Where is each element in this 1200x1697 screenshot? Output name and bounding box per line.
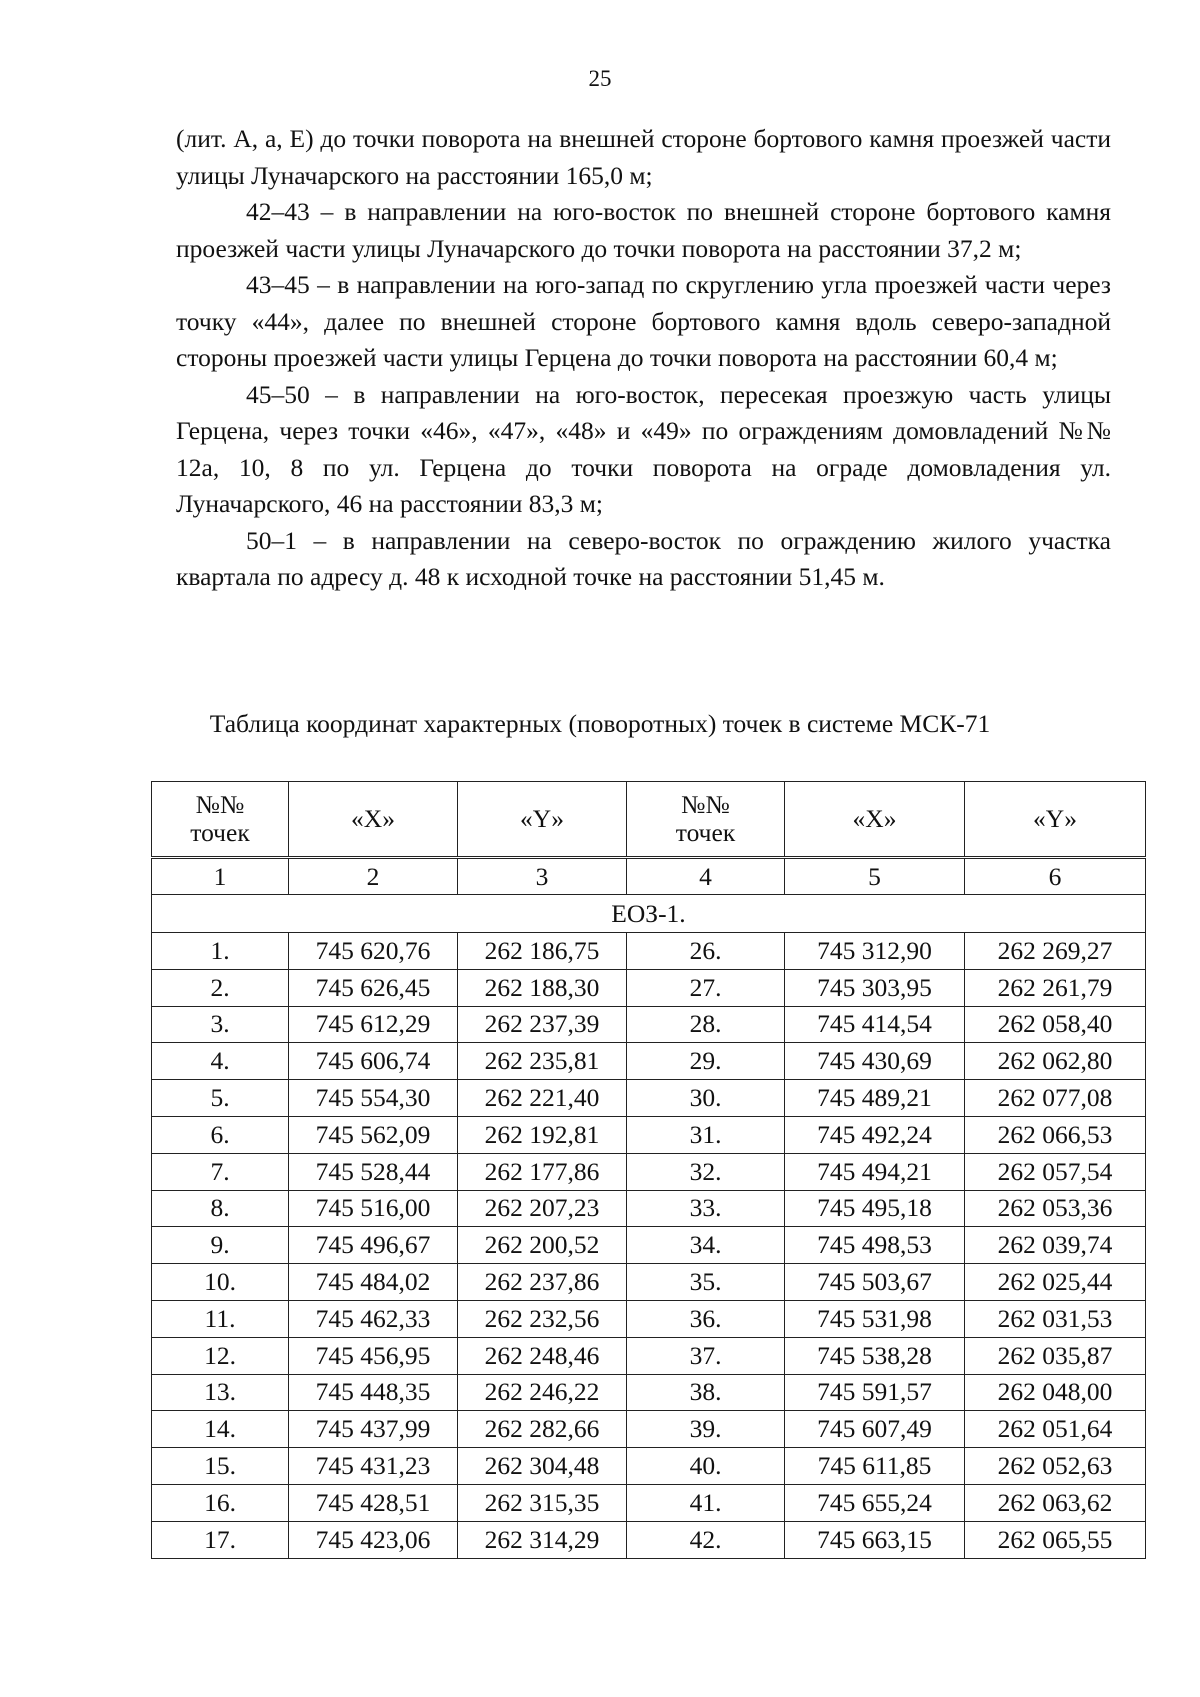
point-number-cell: 13. <box>152 1374 289 1411</box>
y-coordinate-cell: 262 031,53 <box>965 1300 1146 1337</box>
point-number-cell: 12. <box>152 1337 289 1374</box>
point-number-cell: 11. <box>152 1300 289 1337</box>
table-row <box>152 1264 1146 1301</box>
header-point-number-symbol: №№ <box>681 790 730 819</box>
y-coordinate-cell: 262 192,81 <box>458 1116 627 1153</box>
section-row <box>152 895 1146 933</box>
point-number-cell: 15. <box>152 1448 289 1485</box>
section-label: ЕОЗ-1. <box>152 895 1146 933</box>
point-number-cell: 8. <box>152 1190 289 1227</box>
x-coordinate-cell: 745 591,57 <box>785 1374 965 1411</box>
x-coordinate-cell: 745 414,54 <box>785 1006 965 1043</box>
y-coordinate-cell: 262 237,86 <box>458 1264 627 1301</box>
point-number-cell: 27. <box>627 969 785 1006</box>
x-coordinate-cell: 745 516,00 <box>289 1190 458 1227</box>
y-coordinate-cell: 262 200,52 <box>458 1227 627 1264</box>
point-number-cell: 37. <box>627 1337 785 1374</box>
table-row <box>152 1227 1146 1264</box>
point-number-cell: 41. <box>627 1484 785 1521</box>
y-coordinate-cell: 262 053,36 <box>965 1190 1146 1227</box>
table-row <box>152 1374 1146 1411</box>
y-coordinate-cell: 262 314,29 <box>458 1521 627 1558</box>
point-number-cell: 30. <box>627 1080 785 1117</box>
x-coordinate-cell: 745 607,49 <box>785 1411 965 1448</box>
header-y: «Y» <box>458 782 627 858</box>
table-row <box>152 1116 1146 1153</box>
x-coordinate-cell: 745 423,06 <box>289 1521 458 1558</box>
header-point-number-label: точек <box>190 818 250 847</box>
x-coordinate-cell: 745 437,99 <box>289 1411 458 1448</box>
point-number-cell: 39. <box>627 1411 785 1448</box>
x-coordinate-cell: 745 484,02 <box>289 1264 458 1301</box>
y-coordinate-cell: 262 058,40 <box>965 1006 1146 1043</box>
x-coordinate-cell: 745 626,45 <box>289 969 458 1006</box>
x-coordinate-cell: 745 528,44 <box>289 1153 458 1190</box>
x-coordinate-cell: 745 663,15 <box>785 1521 965 1558</box>
x-coordinate-cell: 745 303,95 <box>785 969 965 1006</box>
y-coordinate-cell: 262 221,40 <box>458 1080 627 1117</box>
x-coordinate-cell: 745 431,23 <box>289 1448 458 1485</box>
point-number-cell: 17. <box>152 1521 289 1558</box>
y-coordinate-cell: 262 051,64 <box>965 1411 1146 1448</box>
column-number-row <box>152 858 1146 895</box>
point-number-cell: 16. <box>152 1484 289 1521</box>
y-coordinate-cell: 262 039,74 <box>965 1227 1146 1264</box>
x-coordinate-cell: 745 655,24 <box>785 1484 965 1521</box>
point-number-cell: 35. <box>627 1264 785 1301</box>
y-coordinate-cell: 262 269,27 <box>965 933 1146 970</box>
y-coordinate-cell: 262 025,44 <box>965 1264 1146 1301</box>
x-coordinate-cell: 745 498,53 <box>785 1227 965 1264</box>
point-number-cell: 38. <box>627 1374 785 1411</box>
paragraph: 43–45 – в направлении на юго-запад по скруглению угла проезжей части через точку «44», далее по внешней стороне бортового камня вдоль северо-западной стороны проезжей части улицы Герцена до точки поворота на расстоянии 60,4 м; <box>176 270 1111 372</box>
point-number-cell: 4. <box>152 1043 289 1080</box>
y-coordinate-cell: 262 077,08 <box>965 1080 1146 1117</box>
y-coordinate-cell: 262 186,75 <box>458 933 627 970</box>
point-number-cell: 5. <box>152 1080 289 1117</box>
body-text <box>176 121 1111 596</box>
x-coordinate-cell: 745 554,30 <box>289 1080 458 1117</box>
column-number: 2 <box>289 858 458 895</box>
table-row <box>152 1521 1146 1558</box>
table-row <box>152 1484 1146 1521</box>
column-number: 3 <box>458 858 627 895</box>
x-coordinate-cell: 745 496,67 <box>289 1227 458 1264</box>
table-row <box>152 933 1146 970</box>
header-y-2: «Y» <box>965 782 1146 858</box>
header-point-number-symbol: №№ <box>195 790 245 819</box>
column-number: 6 <box>965 858 1146 895</box>
table-row <box>152 1080 1146 1117</box>
point-number-cell: 1. <box>152 933 289 970</box>
y-coordinate-cell: 262 235,81 <box>458 1043 627 1080</box>
y-coordinate-cell: 262 065,55 <box>965 1521 1146 1558</box>
point-number-cell: 9. <box>152 1227 289 1264</box>
x-coordinate-cell: 745 562,09 <box>289 1116 458 1153</box>
y-coordinate-cell: 262 315,35 <box>458 1484 627 1521</box>
header-x-2: «X» <box>785 782 965 858</box>
table-row <box>152 1448 1146 1485</box>
point-number-cell: 2. <box>152 969 289 1006</box>
header-point-number-label: точек <box>675 818 736 847</box>
y-coordinate-cell: 262 304,48 <box>458 1448 627 1485</box>
point-number-cell: 10. <box>152 1264 289 1301</box>
column-number: 1 <box>152 858 289 895</box>
x-coordinate-cell: 745 448,35 <box>289 1374 458 1411</box>
header-x: «X» <box>289 782 458 858</box>
point-number-cell: 29. <box>627 1043 785 1080</box>
y-coordinate-cell: 262 188,30 <box>458 969 627 1006</box>
point-number-cell: 31. <box>627 1116 785 1153</box>
y-coordinate-cell: 262 062,80 <box>965 1043 1146 1080</box>
paragraph: 42–43 – в направлении на юго-восток по внешней стороне бортового камня проезжей части улицы Луначарского до точки поворота на расстоянии 37,2 м; <box>176 197 1111 263</box>
header-point-number <box>152 782 289 858</box>
paragraph: (лит. А, а, Е) до точки поворота на внешней стороне бортового камня проезжей части улицы Луначарского на расстоянии 165,0 м; <box>176 124 1111 190</box>
table-row <box>152 1006 1146 1043</box>
y-coordinate-cell: 262 207,23 <box>458 1190 627 1227</box>
x-coordinate-cell: 745 489,21 <box>785 1080 965 1117</box>
x-coordinate-cell: 745 492,24 <box>785 1116 965 1153</box>
point-number-cell: 42. <box>627 1521 785 1558</box>
y-coordinate-cell: 262 232,56 <box>458 1300 627 1337</box>
x-coordinate-cell: 745 428,51 <box>289 1484 458 1521</box>
y-coordinate-cell: 262 261,79 <box>965 969 1146 1006</box>
table-row <box>152 1300 1146 1337</box>
table-row <box>152 1190 1146 1227</box>
y-coordinate-cell: 262 035,87 <box>965 1337 1146 1374</box>
point-number-cell: 14. <box>152 1411 289 1448</box>
table-row <box>152 1411 1146 1448</box>
y-coordinate-cell: 262 237,39 <box>458 1006 627 1043</box>
y-coordinate-cell: 262 246,22 <box>458 1374 627 1411</box>
x-coordinate-cell: 745 456,95 <box>289 1337 458 1374</box>
x-coordinate-cell: 745 495,18 <box>785 1190 965 1227</box>
x-coordinate-cell: 745 503,67 <box>785 1264 965 1301</box>
y-coordinate-cell: 262 063,62 <box>965 1484 1146 1521</box>
column-number: 4 <box>627 858 785 895</box>
y-coordinate-cell: 262 057,54 <box>965 1153 1146 1190</box>
y-coordinate-cell: 262 248,46 <box>458 1337 627 1374</box>
paragraph: 50–1 – в направлении на северо-восток по ограждению жилого участка квартала по адресу д. 48 к исходной точке на расстоянии 51,45 м. <box>176 525 1111 591</box>
point-number-cell: 34. <box>627 1227 785 1264</box>
table-row <box>152 969 1146 1006</box>
x-coordinate-cell: 745 538,28 <box>785 1337 965 1374</box>
page-number: 25 <box>588 66 612 91</box>
point-number-cell: 36. <box>627 1300 785 1337</box>
x-coordinate-cell: 745 312,90 <box>785 933 965 970</box>
point-number-cell: 40. <box>627 1448 785 1485</box>
column-number: 5 <box>785 858 965 895</box>
y-coordinate-cell: 262 282,66 <box>458 1411 627 1448</box>
table-caption: Таблица координат характерных (поворотных) точек в системе МСК-71 <box>209 709 991 738</box>
x-coordinate-cell: 745 531,98 <box>785 1300 965 1337</box>
y-coordinate-cell: 262 048,00 <box>965 1374 1146 1411</box>
x-coordinate-cell: 745 462,33 <box>289 1300 458 1337</box>
table-row <box>152 1043 1146 1080</box>
y-coordinate-cell: 262 052,63 <box>965 1448 1146 1485</box>
point-number-cell: 32. <box>627 1153 785 1190</box>
point-number-cell: 33. <box>627 1190 785 1227</box>
x-coordinate-cell: 745 606,74 <box>289 1043 458 1080</box>
x-coordinate-cell: 745 494,21 <box>785 1153 965 1190</box>
x-coordinate-cell: 745 430,69 <box>785 1043 965 1080</box>
header-point-number-2 <box>627 782 785 858</box>
paragraph: 45–50 – в направлении на юго-восток, пересекая проезжую часть улицы Герцена, через точки «46», «47», «48» и «49» по ограждениям домовладений №№ 12а, 10, 8 по ул. Герцена до точки поворота на ограде домовладения ул. Луначарского, 46 на расстоянии 83,3 м; <box>176 379 1111 518</box>
point-number-cell: 26. <box>627 933 785 970</box>
x-coordinate-cell: 745 620,76 <box>289 933 458 970</box>
table-row <box>152 1337 1146 1374</box>
y-coordinate-cell: 262 066,53 <box>965 1116 1146 1153</box>
point-number-cell: 3. <box>152 1006 289 1043</box>
coordinates-table <box>151 781 1146 1559</box>
point-number-cell: 7. <box>152 1153 289 1190</box>
y-coordinate-cell: 262 177,86 <box>458 1153 627 1190</box>
point-number-cell: 6. <box>152 1116 289 1153</box>
x-coordinate-cell: 745 612,29 <box>289 1006 458 1043</box>
point-number-cell: 28. <box>627 1006 785 1043</box>
table-header-row <box>152 782 1146 858</box>
x-coordinate-cell: 745 611,85 <box>785 1448 965 1485</box>
table-row <box>152 1153 1146 1190</box>
